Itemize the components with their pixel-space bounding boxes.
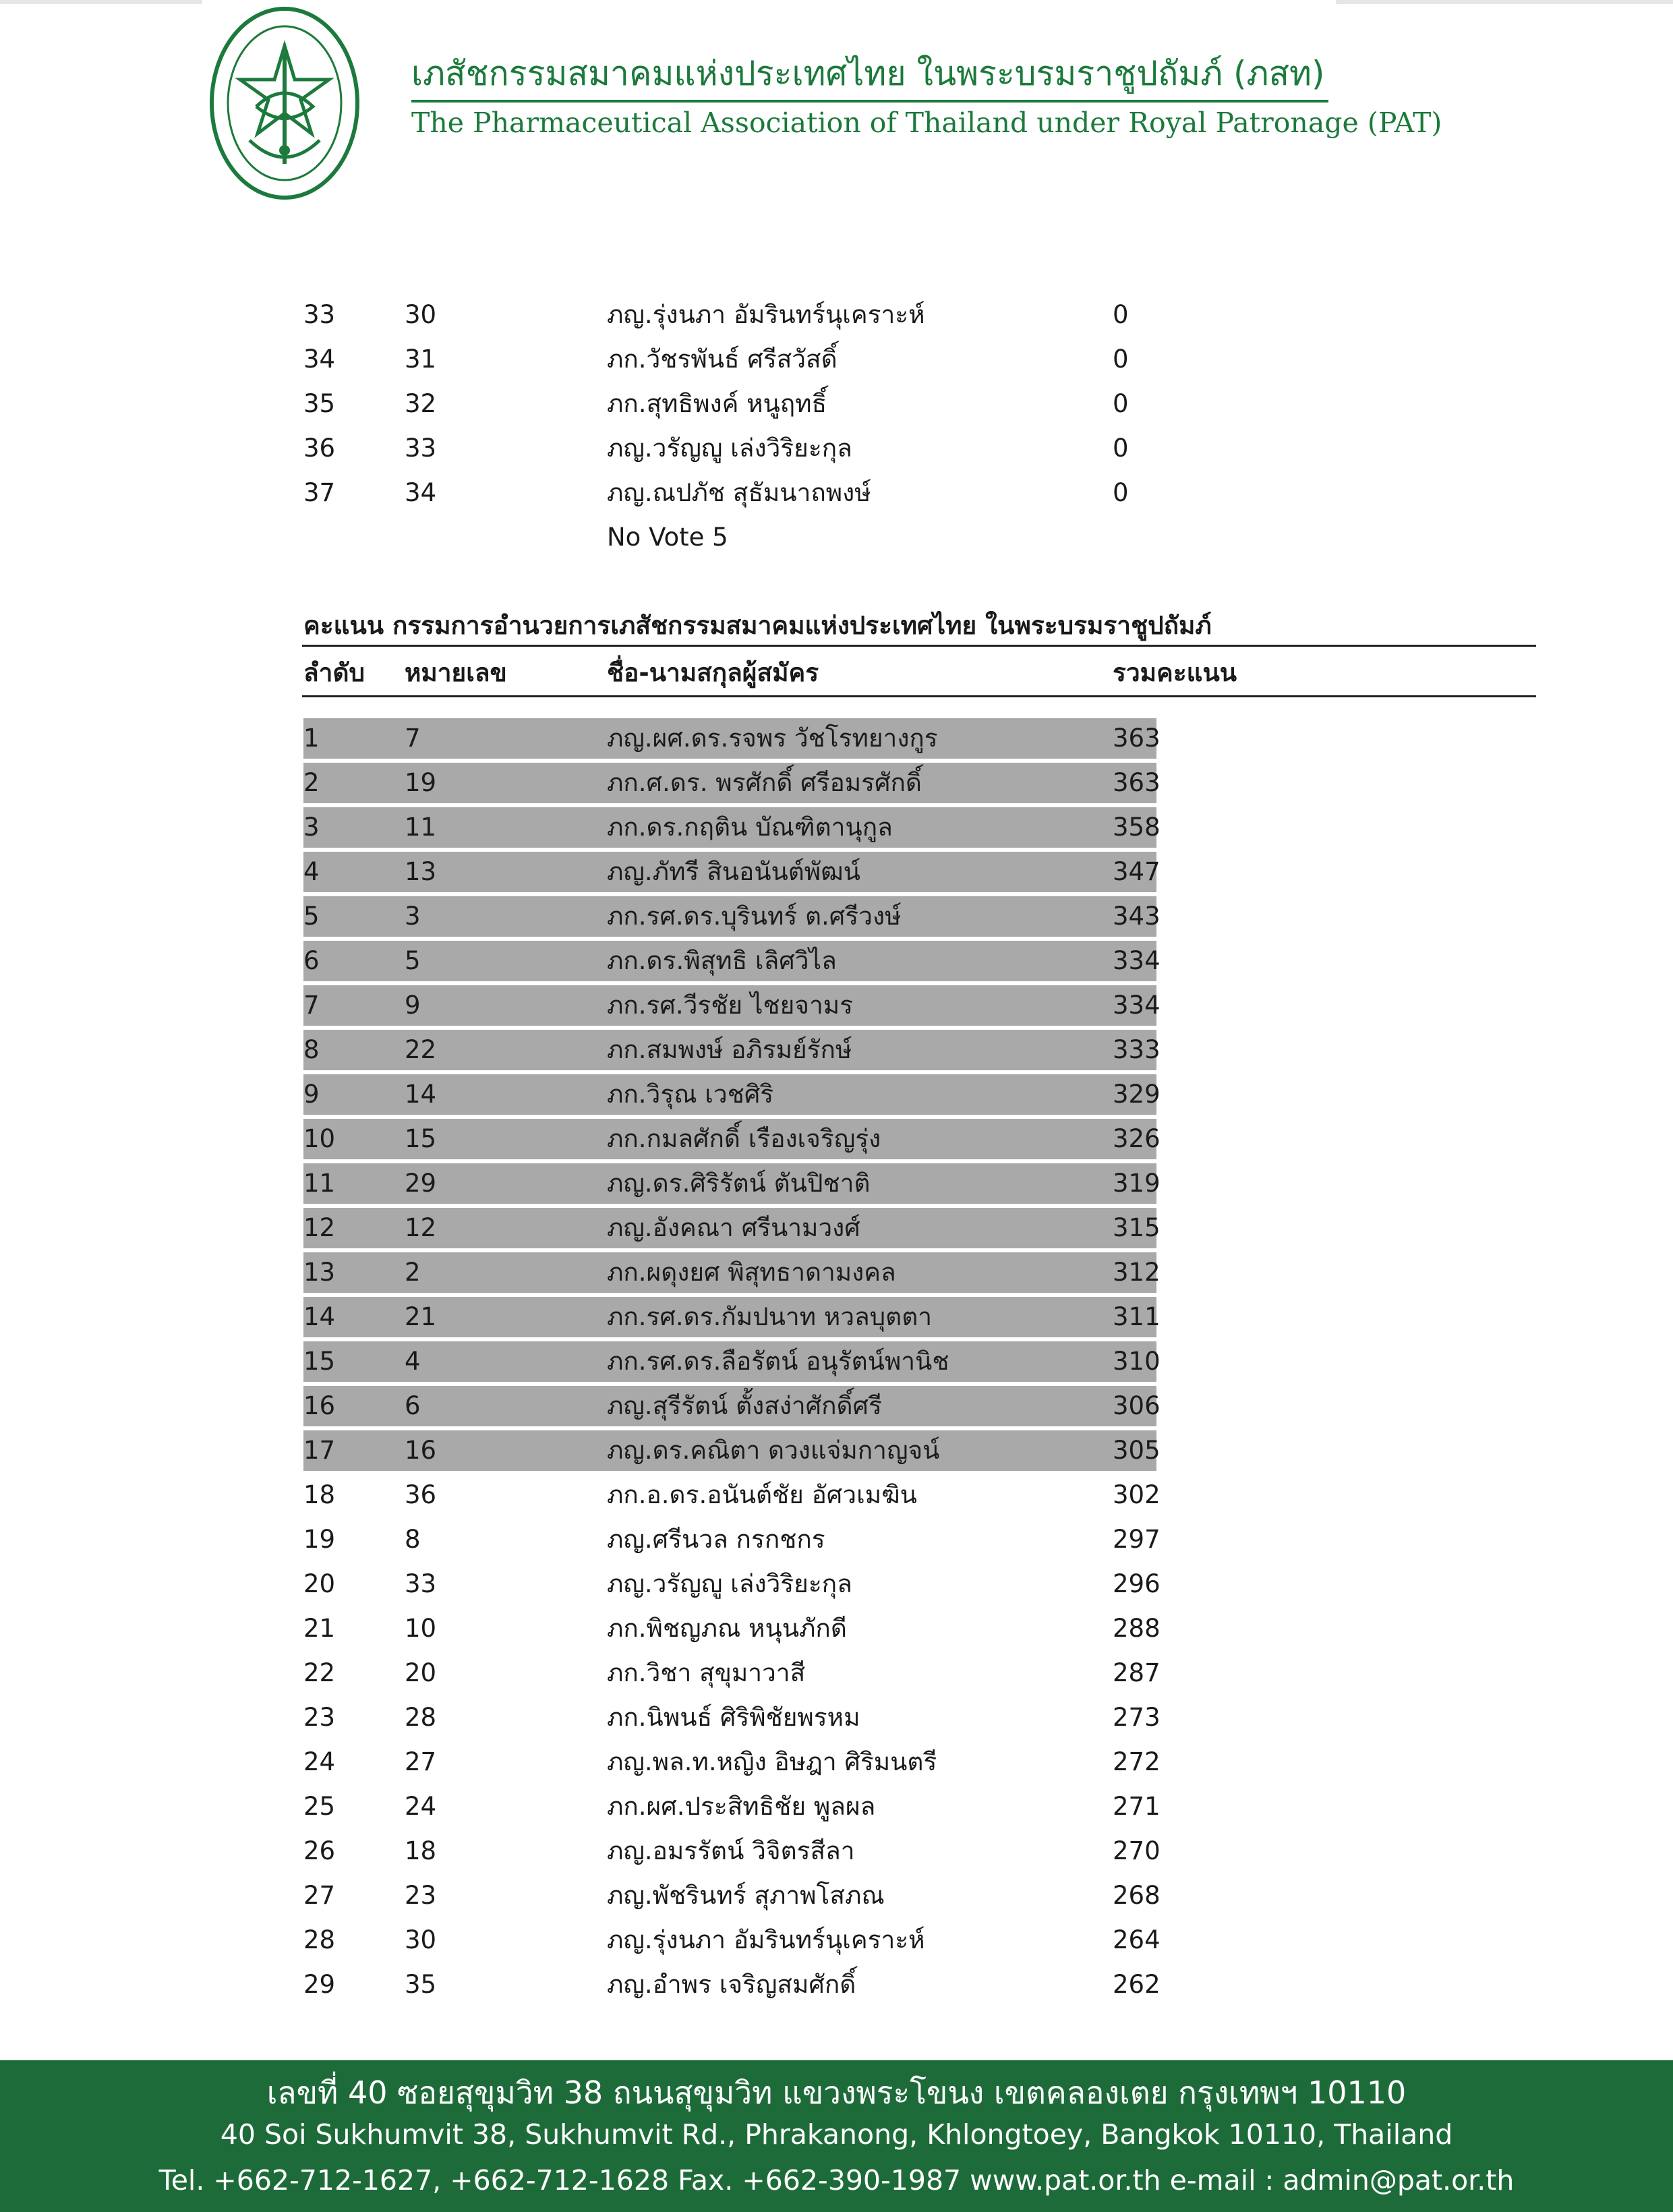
number-cell: 14	[405, 1080, 437, 1109]
table-row	[303, 1297, 1161, 1337]
votes-cell: 273	[1113, 1703, 1161, 1732]
table-row	[303, 852, 1161, 892]
header-rank: ลำดับ	[303, 658, 365, 687]
number-cell: 4	[405, 1347, 421, 1376]
name-cell: ภญ.ดร.ศิริรัตน์ ตันปิชาติ	[607, 1169, 871, 1198]
rank-cell: 21	[303, 1614, 336, 1643]
name-cell: ภญ.พัชรินทร์ สุภาพโสภณ	[607, 1881, 885, 1910]
votes-cell: 311	[1113, 1302, 1161, 1331]
votes-cell: 347	[1113, 857, 1161, 886]
association-seal-logo	[209, 5, 361, 201]
votes-cell: 334	[1113, 991, 1161, 1020]
rank-cell: 7	[303, 991, 320, 1020]
number-cell: 30	[405, 300, 437, 329]
number-cell: 9	[405, 991, 421, 1020]
table-row	[303, 1386, 1161, 1426]
votes-cell: 333	[1113, 1035, 1161, 1064]
rank-cell: 33	[303, 300, 336, 329]
number-cell: 35	[405, 1970, 437, 1999]
rank-cell: 29	[303, 1970, 336, 1999]
number-cell: 12	[405, 1213, 437, 1242]
footer-address-english: 40 Soi Sukhumvit 38, Sukhumvit Rd., Phrakanong, Khlongtoey, Bangkok 10110, Thailand	[220, 2118, 1453, 2151]
votes-cell: 262	[1113, 1970, 1161, 1999]
rank-cell: 28	[303, 1925, 336, 1954]
votes-cell: 268	[1113, 1881, 1161, 1910]
name-cell: ภก.วิชา สุขุมาวาสี	[607, 1658, 806, 1687]
votes-cell: 0	[1113, 345, 1129, 374]
table-row	[303, 941, 1161, 981]
rank-cell: 13	[303, 1258, 336, 1287]
name-cell: ภก.ดร.พิสุทธิ เลิศวิไล	[607, 946, 837, 975]
votes-cell: 0	[1113, 434, 1129, 463]
name-cell: ภก.สมพงษ์ อภิรมย์รักษ์	[607, 1035, 852, 1064]
name-cell: ภญ.ณปภัช สุธัมนาถพงษ์	[607, 478, 871, 507]
footer-contact: Tel. +662-712-1627, +662-712-1628 Fax. +662-390-1987 www.pat.or.th e-mail : admin@pat.or.th	[158, 2164, 1515, 2196]
table-row	[303, 1964, 1160, 2005]
number-cell: 7	[405, 724, 421, 753]
name-cell: ภญ.อำพร เจริญสมศักดิ์	[607, 1970, 856, 1999]
number-cell: 16	[405, 1436, 437, 1465]
name-cell: ภญ.วรัญญู เล่งวิริยะกุล	[607, 434, 852, 463]
table-row	[303, 1252, 1161, 1293]
table-row	[303, 1920, 1160, 1960]
name-cell: ภก.พิชญภณ หนุนภักดี	[607, 1614, 847, 1643]
rank-cell: 25	[303, 1792, 336, 1821]
name-cell: ภก.รศ.ดร.กัมปนาท หวลบุตตา	[607, 1302, 932, 1331]
rank-cell: 34	[303, 345, 336, 374]
votes-cell: 312	[1113, 1258, 1161, 1287]
table-row	[303, 985, 1161, 1026]
rank-cell: 3	[303, 813, 320, 842]
header-votes: รวมคะแนน	[1113, 658, 1237, 687]
votes-cell: 272	[1113, 1747, 1161, 1776]
rank-cell: 20	[303, 1569, 336, 1598]
rank-cell: 35	[303, 389, 336, 418]
table-row	[303, 1608, 1160, 1649]
votes-cell: 0	[1113, 389, 1129, 418]
org-name-english: The Pharmaceutical Association of Thailand under Royal Patronage (PAT)	[411, 107, 1442, 139]
number-cell: 15	[405, 1124, 437, 1153]
number-cell: 29	[405, 1169, 437, 1198]
votes-cell: 310	[1113, 1347, 1161, 1376]
number-cell: 36	[405, 1480, 437, 1509]
rank-cell: 2	[303, 768, 320, 797]
name-cell: ภญ.อังคณา ศรีนามวงศ์	[607, 1213, 860, 1242]
rank-cell: 18	[303, 1480, 336, 1509]
table-row	[303, 1475, 1160, 1515]
number-cell: 33	[405, 1569, 437, 1598]
number-cell: 11	[405, 813, 437, 842]
table-header-bottom-rule	[302, 695, 1536, 697]
no-vote-count: No Vote 5	[607, 523, 728, 552]
name-cell: ภญ.ดร.คณิตา ดวงแจ่มกาญจน์	[607, 1436, 940, 1465]
number-cell: 19	[405, 768, 437, 797]
votes-cell: 0	[1113, 300, 1129, 329]
name-cell: ภก.ศ.ดร. พรศักดิ์ ศรีอมรศักดิ์	[607, 768, 922, 797]
name-cell: ภญ.ภัทรี สินอนันต์พัฒน์	[607, 857, 860, 886]
number-cell: 24	[405, 1792, 437, 1821]
table-row	[303, 1341, 1161, 1382]
votes-cell: 0	[1113, 478, 1129, 507]
rank-cell: 9	[303, 1080, 320, 1109]
name-cell: ภก.วิรุณ เวชศิริ	[607, 1080, 774, 1109]
name-cell: ภก.ผดุงยศ พิสุทธาดามงคล	[607, 1258, 896, 1287]
table-row	[303, 1119, 1161, 1159]
votes-cell: 319	[1113, 1169, 1161, 1198]
table-header	[303, 653, 1537, 693]
number-cell: 28	[405, 1703, 437, 1732]
name-cell: ภญ.อมรรัตน์ วิจิตรสีลา	[607, 1836, 855, 1865]
votes-cell: 358	[1113, 813, 1161, 842]
rank-cell: 16	[303, 1391, 336, 1420]
rank-cell: 10	[303, 1124, 336, 1153]
org-name-thai: เภสัชกรรมสมาคมแห่งประเทศไทย ในพระบรมราชูปถัมภ์ (ภสท)	[411, 54, 1325, 93]
number-cell: 34	[405, 478, 437, 507]
name-cell: ภก.สุทธิพงค์ หนูฤทธิ์	[607, 389, 827, 418]
number-cell: 21	[405, 1302, 437, 1331]
table-header-top-rule	[302, 645, 1536, 647]
name-cell: ภญ.พล.ท.หญิง อิษฎา ศิริมนตรี	[607, 1747, 937, 1776]
votes-cell: 334	[1113, 946, 1161, 975]
rank-cell: 6	[303, 946, 320, 975]
rank-cell: 15	[303, 1347, 336, 1376]
rank-cell: 27	[303, 1881, 336, 1910]
number-cell: 20	[405, 1658, 437, 1687]
votes-cell: 363	[1113, 724, 1161, 753]
number-cell: 23	[405, 1881, 437, 1910]
table-row	[303, 1697, 1160, 1738]
name-cell: ภก.รศ.วีรชัย ไชยจามร	[607, 991, 853, 1020]
table-row	[303, 1742, 1160, 1782]
top-edge-right	[1336, 0, 1673, 4]
table-row	[303, 1163, 1161, 1204]
name-cell: ภก.วัชรพันธ์ ศรีสวัสดิ์	[607, 345, 838, 374]
rank-cell: 5	[303, 902, 320, 931]
table-row	[303, 896, 1161, 937]
number-cell: 3	[405, 902, 421, 931]
footer-address-thai: เลขที่ 40 ซอยสุขุมวิท 38 ถนนสุขุมวิท แขวงพระโขนง เขตคลองเตย กรุงเทพฯ 10110	[266, 2074, 1407, 2111]
table-row	[303, 807, 1161, 848]
table-row	[303, 763, 1161, 803]
name-cell: ภก.กมลศักดิ์ เรืองเจริญรุ่ง	[607, 1124, 881, 1153]
rank-cell: 36	[303, 434, 336, 463]
rank-cell: 22	[303, 1658, 336, 1687]
rank-cell: 17	[303, 1436, 336, 1465]
name-cell: ภก.ผศ.ประสิทธิชัย พูลผล	[607, 1792, 876, 1821]
votes-cell: 287	[1113, 1658, 1161, 1687]
number-cell: 27	[405, 1747, 437, 1776]
votes-cell: 264	[1113, 1925, 1161, 1954]
number-cell: 8	[405, 1525, 421, 1554]
votes-cell: 297	[1113, 1525, 1161, 1554]
votes-cell: 329	[1113, 1080, 1161, 1109]
votes-cell: 271	[1113, 1792, 1161, 1821]
votes-cell: 305	[1113, 1436, 1161, 1465]
table-row	[303, 1875, 1160, 1916]
votes-cell: 363	[1113, 768, 1161, 797]
table-row	[303, 1208, 1161, 1248]
rank-cell: 24	[303, 1747, 336, 1776]
name-cell: ภญ.ศรีนวล กรกชกร	[607, 1525, 825, 1554]
number-cell: 31	[405, 345, 437, 374]
number-cell: 6	[405, 1391, 421, 1420]
section-title: คะแนน กรรมการอำนวยการเภสัชกรรมสมาคมแห่งประเทศไทย ในพระบรมราชูปถัมภ์	[303, 611, 1212, 640]
table-row	[303, 428, 1160, 469]
table-row	[303, 1653, 1160, 1693]
header-name: ชื่อ-นามสกุลผู้สมัคร	[607, 658, 819, 687]
number-cell: 32	[405, 389, 437, 418]
votes-cell: 343	[1113, 902, 1161, 931]
name-cell: ภญ.วรัญญู เล่งวิริยะกุล	[607, 1569, 852, 1598]
votes-cell: 306	[1113, 1391, 1161, 1420]
rank-cell: 23	[303, 1703, 336, 1732]
name-cell: ภก.รศ.ดร.ลือรัตน์ อนุรัตน์พานิช	[607, 1347, 949, 1376]
name-cell: ภก.รศ.ดร.บุรินทร์ ต.ศรีวงษ์	[607, 902, 902, 931]
rank-cell: 26	[303, 1836, 336, 1865]
rank-cell: 14	[303, 1302, 336, 1331]
header-rule	[411, 100, 1328, 103]
rank-cell: 37	[303, 478, 336, 507]
table-row	[303, 1831, 1160, 1871]
name-cell: ภก.อ.ดร.อนันต์ชัย อัศวเมฆิน	[607, 1480, 917, 1509]
table-row	[303, 1430, 1161, 1471]
name-cell: ภก.นิพนธ์ ศิริพิชัยพรหม	[607, 1703, 860, 1732]
name-cell: ภก.ดร.กฤติน บัณฑิตานุกูล	[607, 813, 893, 842]
number-cell: 10	[405, 1614, 437, 1643]
rank-cell: 11	[303, 1169, 336, 1198]
table-row	[303, 718, 1161, 759]
number-cell: 5	[405, 946, 421, 975]
table-row	[303, 1564, 1160, 1604]
table-row	[303, 1786, 1160, 1827]
top-edge-left	[0, 0, 202, 4]
votes-cell: 288	[1113, 1614, 1161, 1643]
votes-cell: 270	[1113, 1836, 1161, 1865]
votes-cell: 326	[1113, 1124, 1161, 1153]
votes-cell: 296	[1113, 1569, 1161, 1598]
number-cell: 2	[405, 1258, 421, 1287]
rank-cell: 12	[303, 1213, 336, 1242]
header-number: หมายเลข	[405, 658, 507, 687]
table-row	[303, 295, 1160, 335]
number-cell: 18	[405, 1836, 437, 1865]
table-row	[303, 384, 1160, 424]
votes-cell: 315	[1113, 1213, 1161, 1242]
table-row	[303, 473, 1160, 513]
rank-cell: 1	[303, 724, 320, 753]
rank-cell: 8	[303, 1035, 320, 1064]
number-cell: 33	[405, 434, 437, 463]
table-row	[303, 1030, 1161, 1070]
number-cell: 30	[405, 1925, 437, 1954]
name-cell: ภญ.รุ่งนภา อัมรินทร์นุเคราะห์	[607, 1925, 925, 1954]
number-cell: 22	[405, 1035, 437, 1064]
rank-cell: 4	[303, 857, 320, 886]
table-row	[303, 339, 1160, 380]
name-cell: ภญ.สุรีรัตน์ ตั้งสง่าศักดิ์ศรี	[607, 1391, 882, 1420]
name-cell: ภญ.รุ่งนภา อัมรินทร์นุเคราะห์	[607, 300, 925, 329]
page-footer	[0, 2060, 1673, 2212]
table-row	[303, 1519, 1160, 1560]
rank-cell: 19	[303, 1525, 336, 1554]
name-cell: ภญ.ผศ.ดร.รจพร วัชโรทยางกูร	[607, 724, 938, 753]
number-cell: 13	[405, 857, 437, 886]
table-row	[303, 1074, 1161, 1115]
votes-cell: 302	[1113, 1480, 1161, 1509]
